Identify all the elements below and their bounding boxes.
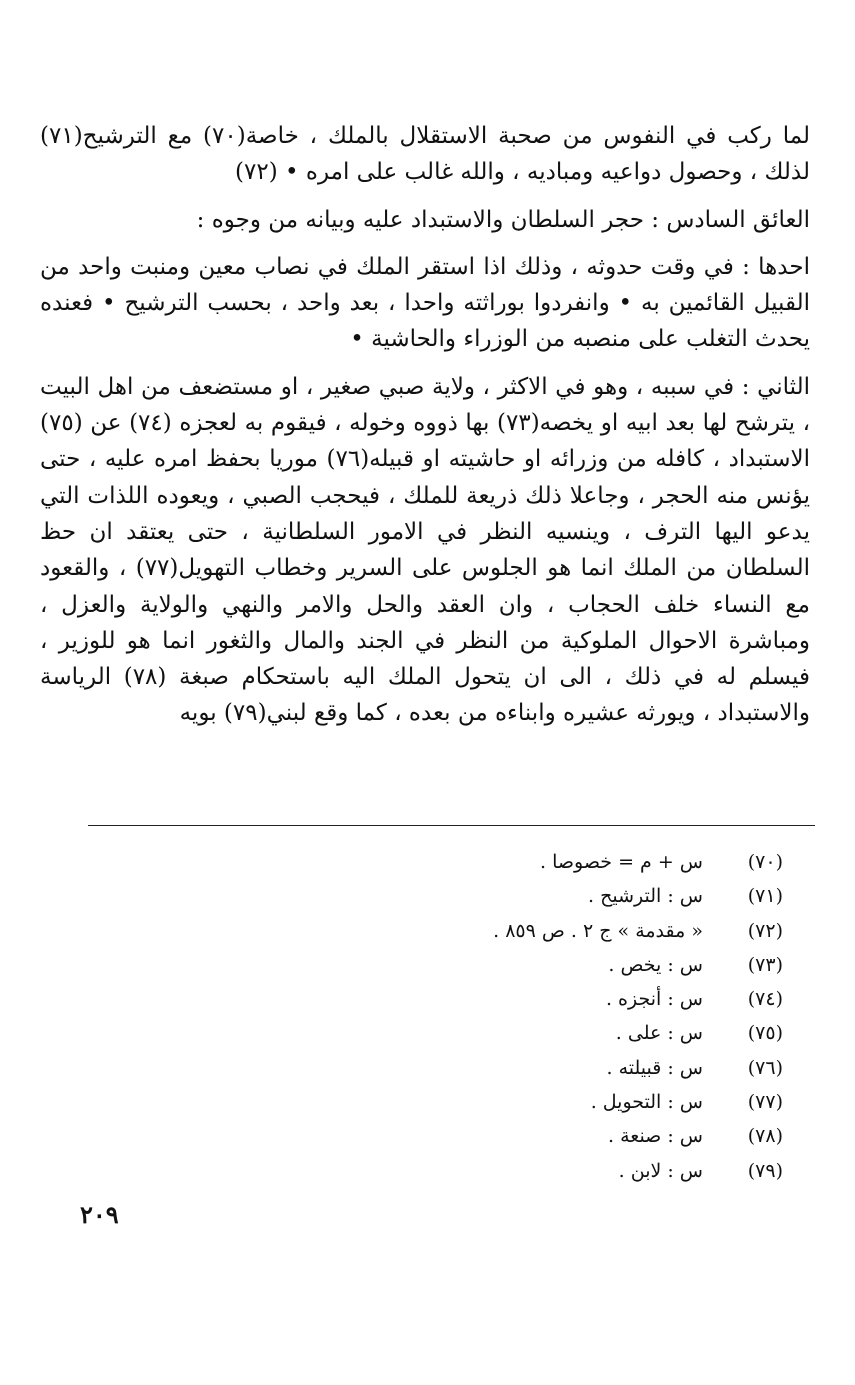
footnote-text: س : أنجزه .: [605, 988, 703, 1011]
paragraph-first: احدها : في وقت حدوثه ، وذلك اذا استقر الملك في نصاب معين ومنبت واحد من القبيل القائمين به • وانفردوا بوراثته واحدا ، بعد واحد ، بحسب الترشيح • فعنده يحدث التغلب على منصبه من الوزراء والحاشية •: [40, 253, 810, 353]
section-heading: العائق السادس : حجر السلطان والاستبداد عليه وبيانه من وجوه :: [196, 206, 810, 233]
footnote-number: (٧٠): [747, 851, 783, 873]
footnote-text: س + م = خصوصا .: [540, 851, 703, 873]
footnote-text: س : لابن .: [618, 1159, 703, 1182]
footnote-number: (٧٢): [747, 919, 783, 942]
footnote-number: (٧٩): [747, 1159, 783, 1182]
main-text: [40, 118, 810, 732]
page-number: ٢٠٩: [80, 1200, 119, 1229]
footnote-number: (٧٥): [747, 1022, 783, 1045]
footnote: [143, 1154, 783, 1188]
footnote-number: (٧٨): [747, 1125, 783, 1148]
footnote: [143, 948, 783, 982]
footnote: [143, 1016, 783, 1050]
footnote-number: (٧٧): [747, 1091, 783, 1114]
footnote-text: س : يخص .: [608, 953, 703, 976]
footnote-number: (٧٣): [747, 953, 783, 976]
footnote-number: (٧٤): [747, 988, 783, 1011]
footnote-text: « مقدمة » ج ٢ . ص ٨٥٩ .: [493, 919, 703, 942]
paragraph-continuation: لما ركب في النفوس من صحبة الاستقلال بالملك ، خاصة(٧٠) مع الترشيح(٧١) لذلك ، وحصول دواعيه ومباديه ، والله غالب على امره • (٧٢): [40, 123, 811, 186]
footnote-number: (٧٦): [747, 1056, 783, 1079]
footnote-text: س : على .: [615, 1022, 703, 1045]
footnote: [143, 1085, 783, 1119]
footnote: [143, 914, 783, 948]
paragraph-second: الثاني : في سببه ، وهو في الاكثر ، ولاية صبي صغير ، او مستضعف من اهل البيت ، يترشح لها بعد ابيه او يخصه(٧٣) بها ذووه وخوله ، فيقوم به لعجزه (٧٤) عن (٧٥) الاستبداد ، كافله من وزرائه او حاشيته او قبيله(٧٦) موريا بحفظ امره عليه ، حتى يؤنس منه الحجر ، وجاعلا ذلك ذريعة للملك ، فيحجب الصبي ، ويعوده اللذات التي يدعو اليها الترف ، وينسيه النظر في الامور السلطانية ، حتى يعتقد ان حظ السلطان من الملك انما هو الجلوس على السرير وخطاب التهويل(٧٧) ، والقعود مع النساء خلف الحجاب ، وان العقد والحل والامر والنهي والولاية والعزل ، ومباشرة الاحوال الملوكية من النظر في الجند والمال والثغور انما هو للوزير ، فيسلم له في ذلك ، الى ان يتحول الملك اليه باستحكام صبغة (٧٨) الرياسة والاستبداد ، ويورثه عشيره وابناءه من بعده ، كما وقع لبني(٧٩) بويه: [40, 373, 810, 727]
footnote: [143, 845, 783, 879]
footnote-text: س : صنعة .: [608, 1125, 703, 1148]
footnotes: [143, 845, 783, 1188]
footnote-text: س : قبيلته .: [606, 1056, 703, 1079]
footnote-text: س : التحويل .: [590, 1091, 703, 1114]
footnote: [143, 1119, 783, 1153]
footnote: [143, 1051, 783, 1085]
footnote-number: (٧١): [747, 885, 783, 908]
footnote-divider: [88, 825, 815, 826]
footnote: [143, 982, 783, 1016]
footnote-text: س : الترشيح .: [588, 885, 703, 908]
footnote: [143, 879, 783, 913]
